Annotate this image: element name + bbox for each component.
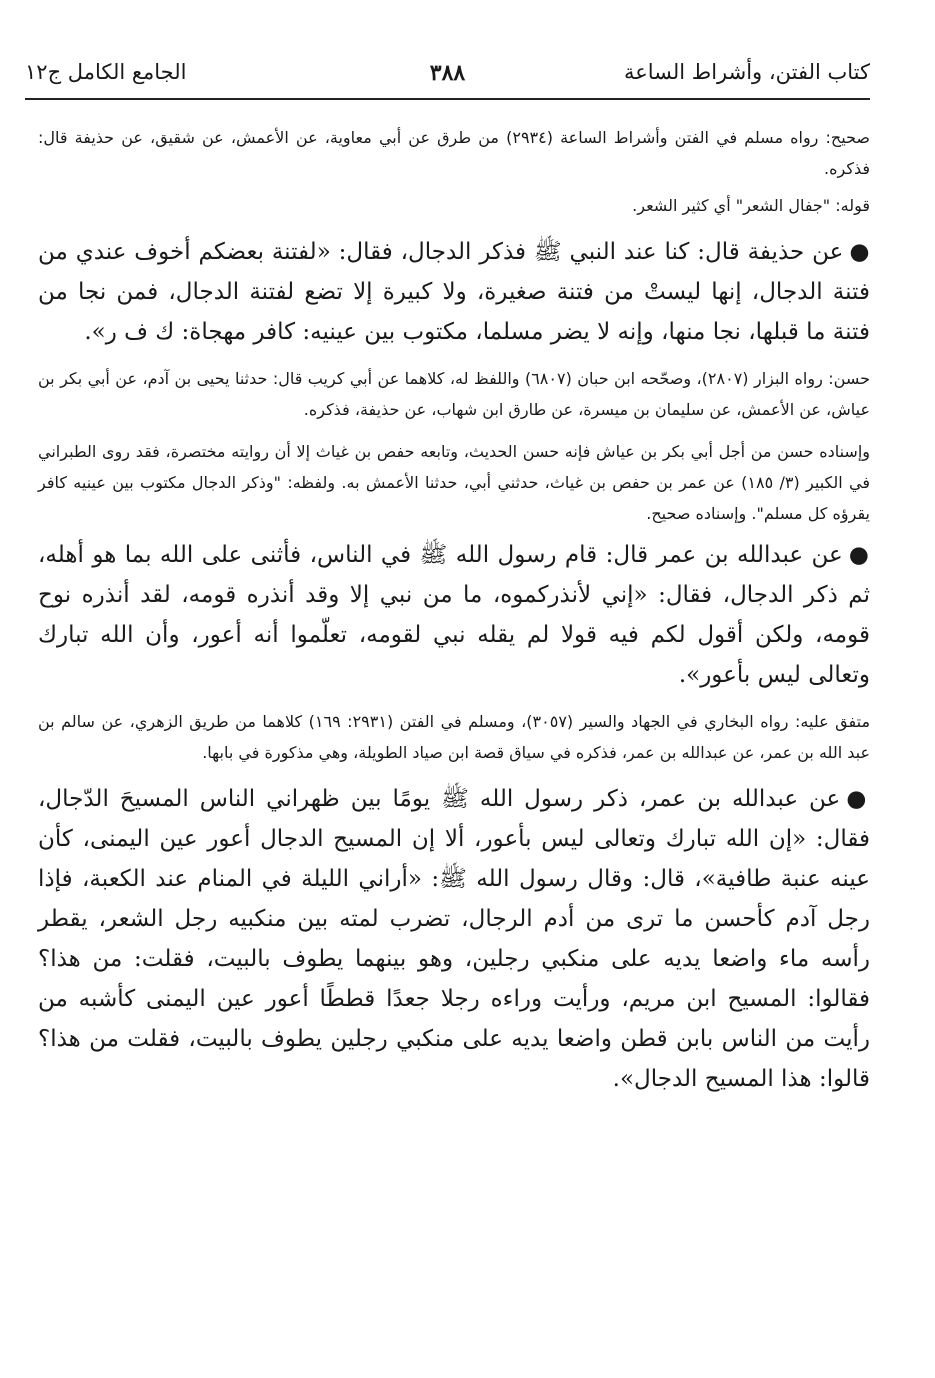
hadith-body: عن عبدالله بن عمر، ذكر رسول الله ﷺ يومًا بين ظهراني الناس المسيحَ الدّجال، فقال: «إن الله تبارك وتعالى ليس بأعور، ألا إن المسيح الدجال أعور عين اليمنى، كأن عينه عنبة طافية»، قال: وقال رسول الله ﷺ: «أراني الليلة في المنام عند الكعبة، فإذا رجل آدم كأحسن ما ترى من أدم الرجال، تضرب لمته بين منكبيه رجل الشعر، يقطر رأسه ماء واضعا يديه على منكبي رجلين، وهو بينهما يطوف بالبيت، فقلت: من هذا؟ فقالوا: المسيح ابن مريم، ورأيت وراءه رجلا جعدًا قططًا أعور عين اليمنى كأشبه من رأيت من الناس بابن قطن واضعا يديه على منكبي رجلين يطوف بالبيت، فقلت من هذا؟ قالوا: هذا المسيح الدجال». [38,786,870,1092]
hadith-text [38,779,870,1099]
page-header [25,58,870,100]
chapter-title: كتاب الفتن، وأشراط الساعة [623,60,870,84]
hadith-body: عن عبدالله بن عمر قال: قام رسول الله ﷺ في الناس، فأثنى على الله بما هو أهله، ثم ذكر الدجال، فقال: «إني لأنذركموه، ما من نبي إلا وقد أنذره قومه، لقد أنذره نوح قومه، ولكن أقول لكم فيه قولا لم يقله نبي لقومه، تعلّموا أنه أعور، وأن الله تبارك وتعالى ليس بأعور». [38,542,870,688]
isnad-note: وإسناده حسن من أجل أبي بكر بن عياش فإنه حسن الحديث، وتابعه حفص بن غياث إلا أن روايته مختصرة، فقد روى الطبراني في الكبير (٣/ ١٨٥) عن عمر بن حفص بن غياث، حدثني أبي، حدثنا الأعمش به. ولفظه: "وذكر الدجال مكتوب بين عينيه كافر يقرؤه كل مسلم". وإسناده صحيح. [38,442,871,523]
takhrij-note: متفق عليه: رواه البخاري في الجهاد والسير (٣٠٥٧)، ومسلم في الفتن (٢٩٣١: ١٦٩) كلاهما من طريق الزهري، عن سالم بن عبد الله بن عمر، عن عبدالله بن عمر، فذكره في سياق قصة ابن صياد الطويلة، وهي مذكورة في بابها. [38,712,871,762]
hadith-text [38,232,870,352]
page-number: ٣٨٨ [429,60,466,86]
bullet-icon: ● [846,785,870,812]
bullet-icon: ● [849,238,870,265]
gloss-note: قوله: "جفال الشعر" أي كثير الشعر. [632,196,870,215]
takhrij-note: صحيح: رواه مسلم في الفتن وأشراط الساعة (٢٩٣٤) من طرق عن أبي معاوية، عن الأعمش، عن شقيق، عن حذيفة قال: فذكره. [38,128,870,178]
page-body [38,122,870,1099]
book-title: الجامع الكامل ج١٢ [25,60,187,84]
hadith-body: عن حذيفة قال: كنا عند النبي ﷺ فذكر الدجال، فقال: «لفتنة بعضكم أخوف عندي من فتنة الدجال، إنها ليستْ من فتنة صغيرة، ولا كبيرة إلا تضع لفتنة الدجال، فمن نجا من فتنة ما قبلها، نجا منها، وإنه لا يضر مسلما، مكتوب بين عينيه: كافر مهجاة: ك ف ر». [38,239,870,345]
bullet-icon: ● [848,541,870,568]
takhrij-note: حسن: رواه البزار (٢٨٠٧)، وصحّحه ابن حبان (٦٨٠٧) واللفظ له، كلاهما عن أبي كريب قال: حدثنا يحيى بن آدم، عن أبي بكر بن عياش، عن الأعمش، عن سليمان بن ميسرة، عن طارق ابن شهاب، عن حذيفة، فذكره. [38,369,871,419]
hadith-text [38,535,870,695]
